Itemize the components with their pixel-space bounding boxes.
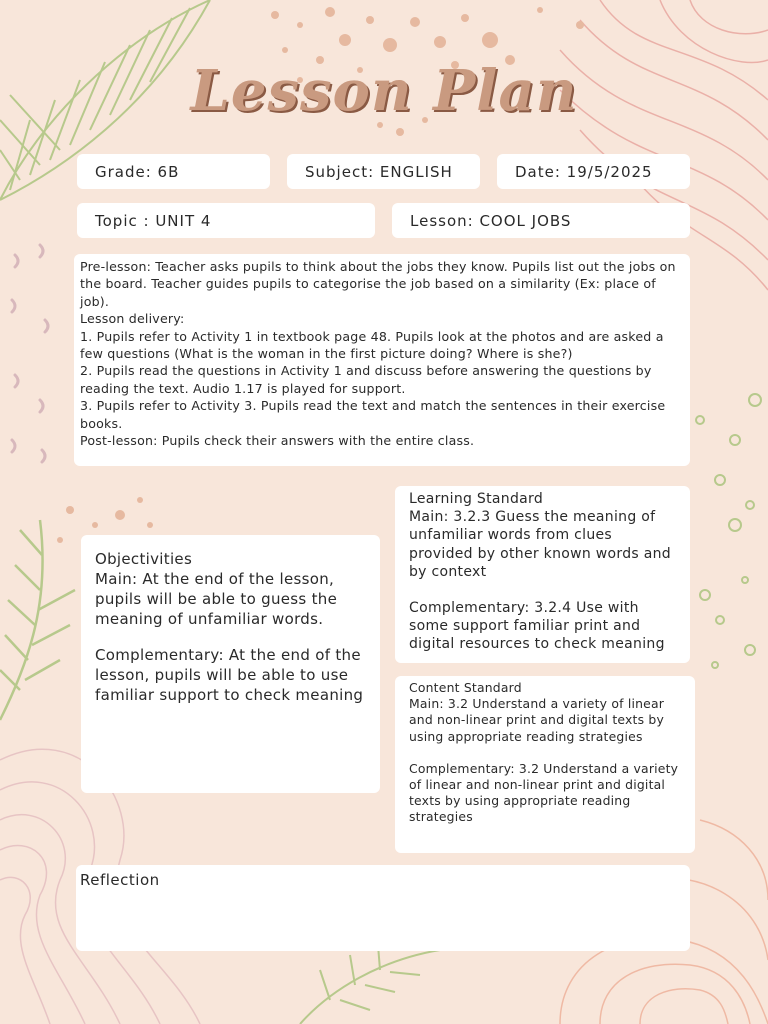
subject-label: Subject: ENGLISH [305,162,453,181]
reflection-section [76,865,690,951]
content-standard-main: Main: 3.2 Understand a variety of linear and non-linear print and digital texts by using appropriate reading strategies [409,696,665,744]
subject-field [287,154,480,189]
reflection-heading: Reflection [80,871,160,889]
lesson-delivery-heading: Lesson delivery: [80,311,185,327]
topic-label: Topic : UNIT 4 [95,211,212,230]
learning-standard-heading: Learning Standard [409,491,544,507]
objectives-section [81,535,380,793]
contour-lines-decoration [560,0,768,290]
objectives-main: Main: At the end of the lesson, pupils will be able to guess the meaning of unfamiliar words. [95,570,338,628]
date-label: Date: 19/5/2025 [515,162,653,181]
learning-standard-section [395,486,690,663]
pre-lesson-text: Pre-lesson: Teacher asks pupils to think about the jobs they know. Pupils list out the jobs on the board. Teacher guides pupils to categorise the job based on a similarity (Ex: place of job). [80,259,676,309]
page-title: Lesson Plan [190,58,578,124]
objectives-complementary: Complementary: At the end of the lesson, pupils will be able to use familiar support to check meaning [95,646,364,704]
grade-label: Grade: 6B [95,162,180,181]
learning-standard-complementary: Complementary: 3.2.4 Use with some support familiar print and digital resources to check meaning [409,600,665,653]
delivery-step-2: 2. Pupils read the questions in Activity 1 and discuss before answering the questions by reading the text. Audio 1.17 is played for support. [80,363,652,396]
lesson-label: Lesson: COOL JOBS [410,211,572,230]
content-standard-section [395,676,695,853]
lesson-steps-section [74,254,690,466]
grade-field [77,154,270,189]
learning-standard-main: Main: 3.2.3 Guess the meaning of unfamiliar words from clues provided by other known words and by context [409,509,671,580]
date-field [497,154,690,189]
delivery-step-1: 1. Pupils refer to Activity 1 in textbook page 48. Pupils look at the photos and are asked a few questions (What is the woman in the first picture doing? Where is she?) [80,328,664,362]
objectives-heading: Objectivities [95,550,193,568]
delivery-step-3: 3. Pupils refer to Activity 3. Pupils read the text and match the sentences in their exercise books. [80,398,666,431]
topic-field [77,203,375,238]
lesson-field [392,203,690,238]
content-standard-heading: Content Standard [409,680,522,695]
post-lesson-text: Post-lesson: Pupils check their answers with the entire class. [80,433,475,449]
content-standard-complementary: Complementary: 3.2 Understand a variety of linear and non-linear print and digital texts by using appropriate reading strategies [409,760,679,825]
